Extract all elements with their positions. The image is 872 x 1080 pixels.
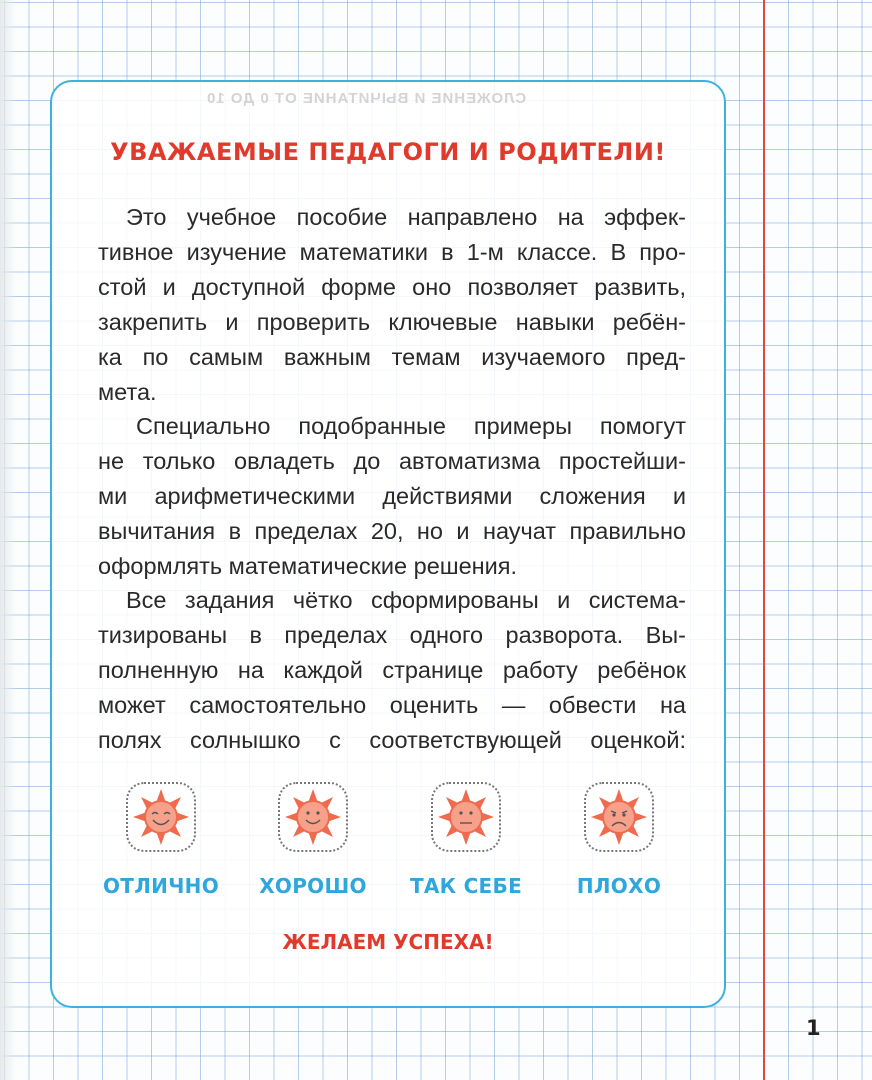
text-line: оформлять математические решения.	[98, 553, 518, 579]
text-line: не только овладеть до автоматизма простейши-	[98, 448, 686, 474]
text-line: полях солнышко с соответствующей оценкой:	[98, 727, 686, 753]
closing-wish: ЖЕЛАЕМ УСПЕХА!	[282, 930, 494, 954]
sun-neutral-icon	[436, 787, 496, 847]
grade-label: ОТЛИЧНО	[103, 874, 219, 898]
grade-excellent	[81, 782, 241, 898]
grade-label: ПЛОХО	[576, 874, 662, 898]
sun-box	[126, 782, 196, 852]
text-line: вычитания в пределах 20, но и научат правильно	[98, 518, 686, 544]
paragraph-3	[98, 583, 686, 758]
text-line: тизированы в пределах одного разворота. Вы-	[98, 622, 686, 648]
page-title: УВАЖАЕМЫЕ ПЕДАГОГИ И РОДИТЕЛИ!	[110, 138, 666, 166]
text-line: может самостоятельно оценить — обвести на	[98, 692, 686, 718]
sun-smiling-icon	[283, 787, 343, 847]
text-line: закрепить и проверить ключевые навыки ребён-	[98, 309, 686, 335]
sun-sad-icon	[589, 787, 649, 847]
text-line: Это учебное пособие направлено на эффек-	[126, 204, 686, 230]
margin-line	[763, 0, 765, 1080]
text-line: полненную на каждой странице работу ребёнок	[98, 657, 686, 683]
paragraph-1	[98, 200, 686, 410]
paragraph-2	[98, 409, 686, 584]
text-line: Специально подобранные примеры помогут	[136, 413, 686, 439]
text-line: тивное изучение математики в 1-м классе. В про-	[98, 239, 686, 265]
show-through-header: СЛОЖЕНИЕ И ВЫЧИТАНИЕ ОТ 0 ДО 10	[206, 90, 527, 107]
page-number: 1	[806, 1016, 821, 1040]
sun-box	[431, 782, 501, 852]
text-line: стой и доступной форме оно позволяет развить,	[98, 274, 686, 300]
text-line: мета.	[98, 379, 157, 405]
grade-good	[233, 782, 393, 898]
grade-so-so	[386, 782, 546, 898]
sun-box	[584, 782, 654, 852]
grade-scale	[96, 782, 676, 912]
sun-winking-icon	[131, 787, 191, 847]
text-line: ми арифметическими действиями сложения и	[98, 483, 686, 509]
text-line: Все задания чётко сформированы и система-	[126, 587, 686, 613]
grade-label: ХОРОШО	[259, 874, 367, 898]
page-edge	[0, 0, 16, 1080]
grade-bad	[539, 782, 699, 898]
sun-box	[278, 782, 348, 852]
grade-label: ТАК СЕБЕ	[409, 874, 523, 898]
text-line: ка по самым важным темам изучаемого пред-	[98, 344, 686, 370]
